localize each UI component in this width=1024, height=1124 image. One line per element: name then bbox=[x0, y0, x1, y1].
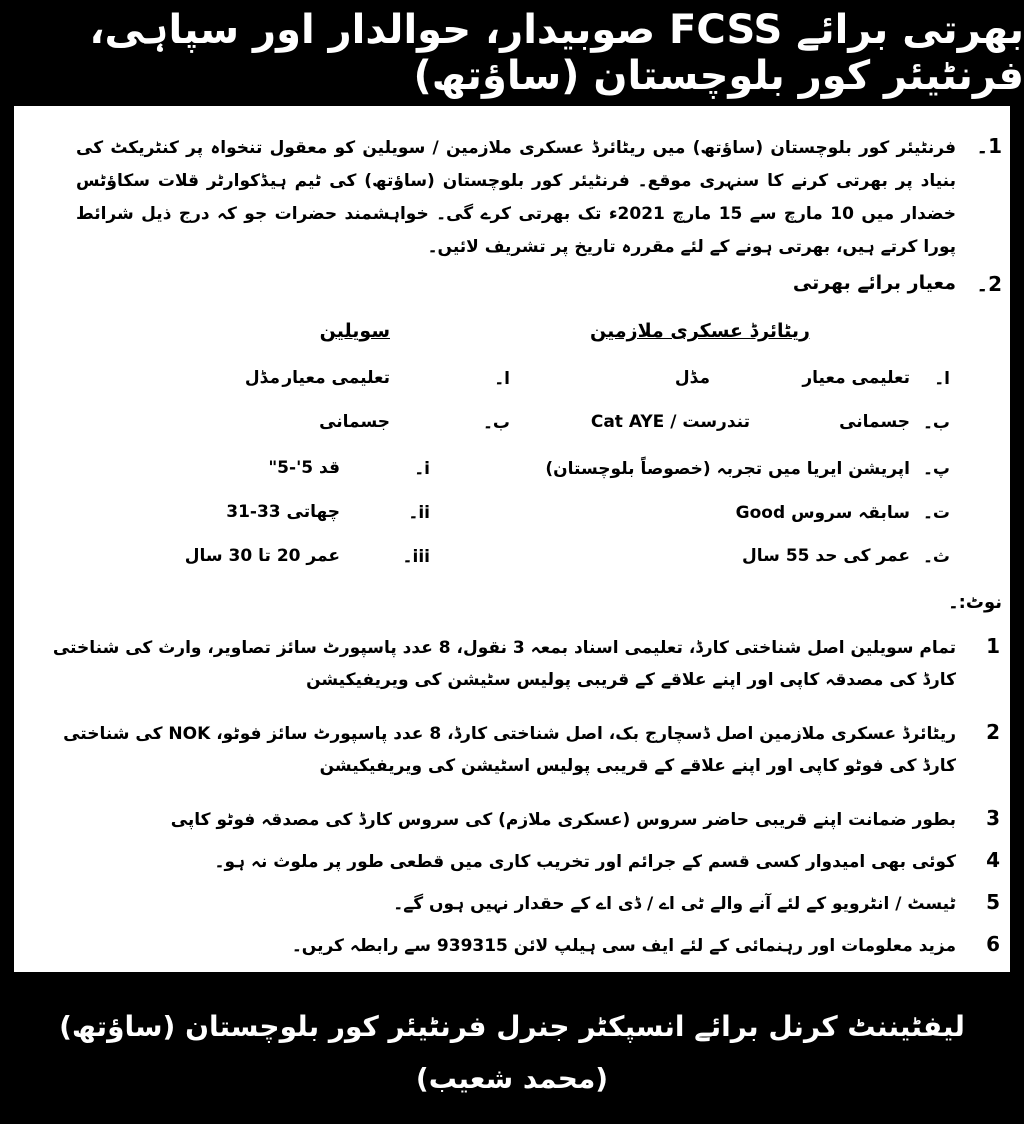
retired-letter-5: ث۔ bbox=[922, 547, 950, 567]
ad-footer bbox=[0, 972, 1024, 1124]
civilian-value-1: مڈل bbox=[244, 368, 280, 388]
note-number-3: 3 bbox=[986, 806, 1000, 830]
civilian-heading: سویلین bbox=[319, 320, 390, 342]
civilian-sub-text-3: عمر 20 تا 30 سال bbox=[184, 546, 340, 566]
civilian-letter-1: ا۔ bbox=[494, 369, 510, 389]
civilian-sub-text-2: چھاتی 33-31 bbox=[226, 502, 340, 522]
civilian-sub-text-1: قد 5'-5" bbox=[268, 458, 340, 478]
civilian-label-1: تعلیمی معیار bbox=[282, 368, 390, 388]
notes-heading: نوٹ:۔ bbox=[948, 592, 1002, 613]
note-text-5: ٹیسٹ / انٹرویو کے لئے آنے والے ٹی اے / ڈی اے کے حقدار نہیں ہوں گے۔ bbox=[393, 894, 956, 914]
retired-label-1: تعلیمی معیار bbox=[802, 368, 910, 388]
note-number-4: 4 bbox=[986, 848, 1000, 872]
civilian-sub-roman-3: iii۔ bbox=[402, 547, 430, 567]
para2-heading: معیار برائے بھرتی bbox=[792, 272, 956, 294]
signatory-title: لیفٹیننٹ کرنل برائے انسپکٹر جنرل فرنٹیئر کور بلوچستان (ساؤتھ) bbox=[59, 1010, 965, 1043]
signatory-name: (محمد شعیب) bbox=[415, 1062, 609, 1095]
civilian-letter-2: ب۔ bbox=[482, 413, 510, 433]
retired-label-4: سابقہ سروس Good bbox=[735, 503, 910, 523]
para1-text: فرنٹیئر کور بلوچستان (ساؤتھ) میں ریٹائرڈ عسکری ملازمین / سویلین کو معقول تنخواہ پر کنٹریکٹ کی بنیاد پر بھرتی کرنے کا سنہری موقع۔ فرنٹیئر کور بلوچستان (ساؤتھ) کی ٹیم ہیڈکوارٹر قلات سکاؤٹس خضدار میں 10 مارچ سے 15 مارچ 2021ء تک بھرتی کرے گی۔ خواہشمند حضرات جو کہ درج ذیل شرائط پورا کرتے ہیں، بھرتی ہونے کے لئے مقررہ تاریخ پر تشریف لائیں۔ bbox=[76, 138, 956, 257]
note-number-6: 6 bbox=[986, 932, 1000, 956]
civilian-sub-roman-1: i۔ bbox=[414, 459, 430, 479]
ad-title: بھرتی برائے FCSS صوبیدار، حوالدار اور سپاہی، فرنٹیئر کور بلوچستان (ساؤتھ) bbox=[0, 0, 1024, 106]
note-text-4: کوئی بھی امیدوار کسی قسم کے جرائم اور تخریب کاری میں قطعی طور پر ملوث نہ ہو۔ bbox=[214, 852, 956, 872]
note-number-5: 5 bbox=[986, 890, 1000, 914]
note-text-2: ریٹائرڈ عسکری ملازمین اصل ڈسچارج بک، اصل شناختی کارڈ، 8 عدد پاسپورٹ سائز فوٹو، NOK کی شناختی کارڈ کی فوٹو کاپی اور اپنے علاقے کے قریبی پولیس اسٹیشن کی ویریفیکیشن bbox=[63, 724, 956, 776]
civilian-sub-roman-2: ii۔ bbox=[408, 503, 430, 523]
retired-heading: ریٹائرڈ عسکری ملازمین bbox=[590, 320, 810, 342]
retired-label-3: اپریشن ایریا میں تجربہ (خصوصاً بلوچستان) bbox=[545, 459, 910, 479]
retired-label-2: جسمانی bbox=[839, 412, 910, 432]
note-number-2: 2 bbox=[986, 720, 1000, 744]
note-text-3: بطور ضمانت اپنے قریبی حاضر سروس (عسکری ملازم) کی سروس کارڈ کی مصدقہ فوٹو کاپی bbox=[170, 810, 956, 830]
retired-letter-2: ب۔ bbox=[922, 413, 950, 433]
retired-value-2: تندرست / Cat AYE bbox=[590, 412, 750, 432]
note-number-1: 1 bbox=[986, 634, 1000, 658]
retired-letter-4: ت۔ bbox=[922, 503, 950, 523]
civilian-label-2: جسمانی bbox=[319, 412, 390, 432]
retired-letter-1: ا۔ bbox=[934, 369, 950, 389]
retired-value-1: مڈل bbox=[674, 368, 710, 388]
note-text-1: تمام سویلین اصل شناختی کارڈ، تعلیمی اسناد بمعہ 3 نقول، 8 عدد پاسپورٹ سائز تصاویر، وارث کی شناختی کارڈ کی مصدقہ کاپی اور اپنے علاقے کے قریبی پولیس سٹیشن کی ویریفیکیشن bbox=[52, 638, 956, 690]
para2-number: 2۔ bbox=[976, 272, 1002, 296]
retired-letter-3: پ۔ bbox=[922, 459, 950, 479]
ad-body bbox=[14, 106, 1010, 972]
retired-label-5: عمر کی حد 55 سال bbox=[742, 546, 910, 566]
para1-number: 1۔ bbox=[976, 134, 1002, 158]
note-text-6: مزید معلومات اور رہنمائی کے لئے ایف سی ہیلپ لائن 939315 سے رابطہ کریں۔ bbox=[291, 936, 956, 956]
